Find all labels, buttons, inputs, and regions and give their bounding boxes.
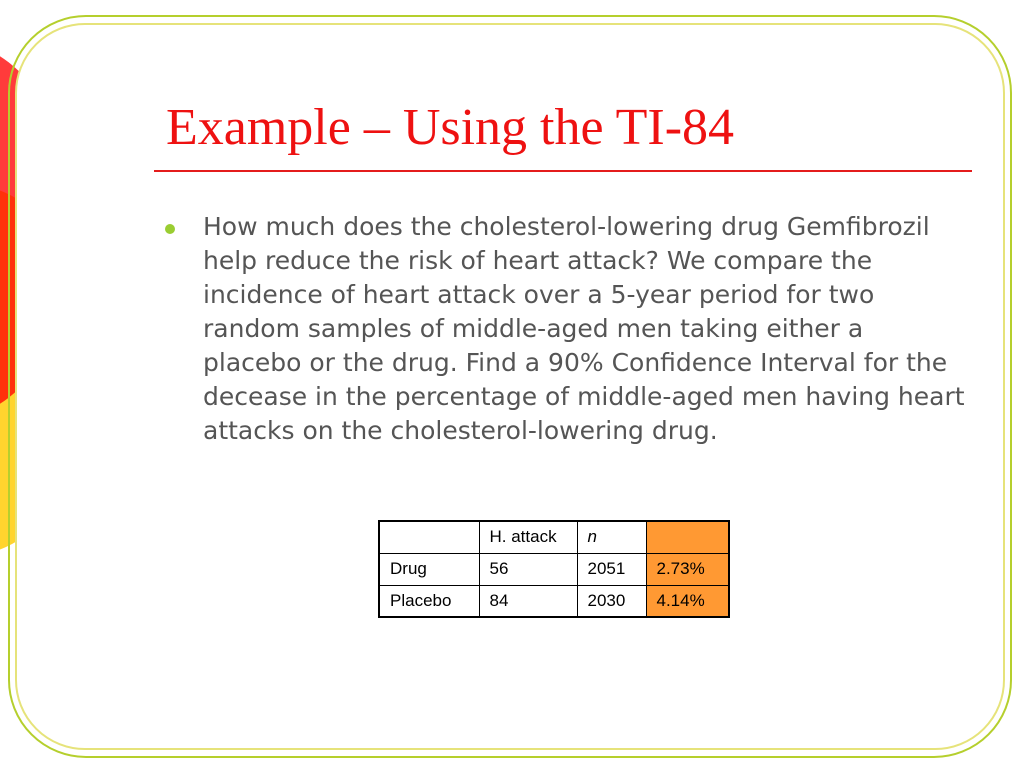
data-table	[378, 520, 730, 618]
slide-title: Example – Using the TI-84	[166, 99, 735, 156]
table-cell: 2030	[577, 585, 646, 617]
table-cell: 56	[479, 553, 577, 585]
table-header-row	[379, 521, 729, 553]
table-cell: 2051	[577, 553, 646, 585]
title-divider	[154, 170, 972, 172]
table-row	[379, 585, 729, 617]
table-cell-highlight: 4.14%	[646, 585, 729, 617]
table-header-cell	[379, 521, 479, 553]
bullet-icon	[165, 224, 175, 234]
table-row	[379, 553, 729, 585]
table-cell: 84	[479, 585, 577, 617]
table-header-cell	[646, 521, 729, 553]
table-header-cell: n	[577, 521, 646, 553]
question-text: How much does the cholesterol-lowering drug Gemfibrozil help reduce the risk of heart attack? We compare the incidence of heart attack over a 5-year period for two random samples of middle-aged men taking either a placebo or the drug. Find a 90% Confidence Interval for the decease in the percentage of middle-aged men having heart attacks on the cholesterol-lowering drug.	[203, 212, 965, 445]
table-cell-highlight: 2.73%	[646, 553, 729, 585]
table-cell: Drug	[379, 553, 479, 585]
table-cell: Placebo	[379, 585, 479, 617]
table-header-cell: H. attack	[479, 521, 577, 553]
